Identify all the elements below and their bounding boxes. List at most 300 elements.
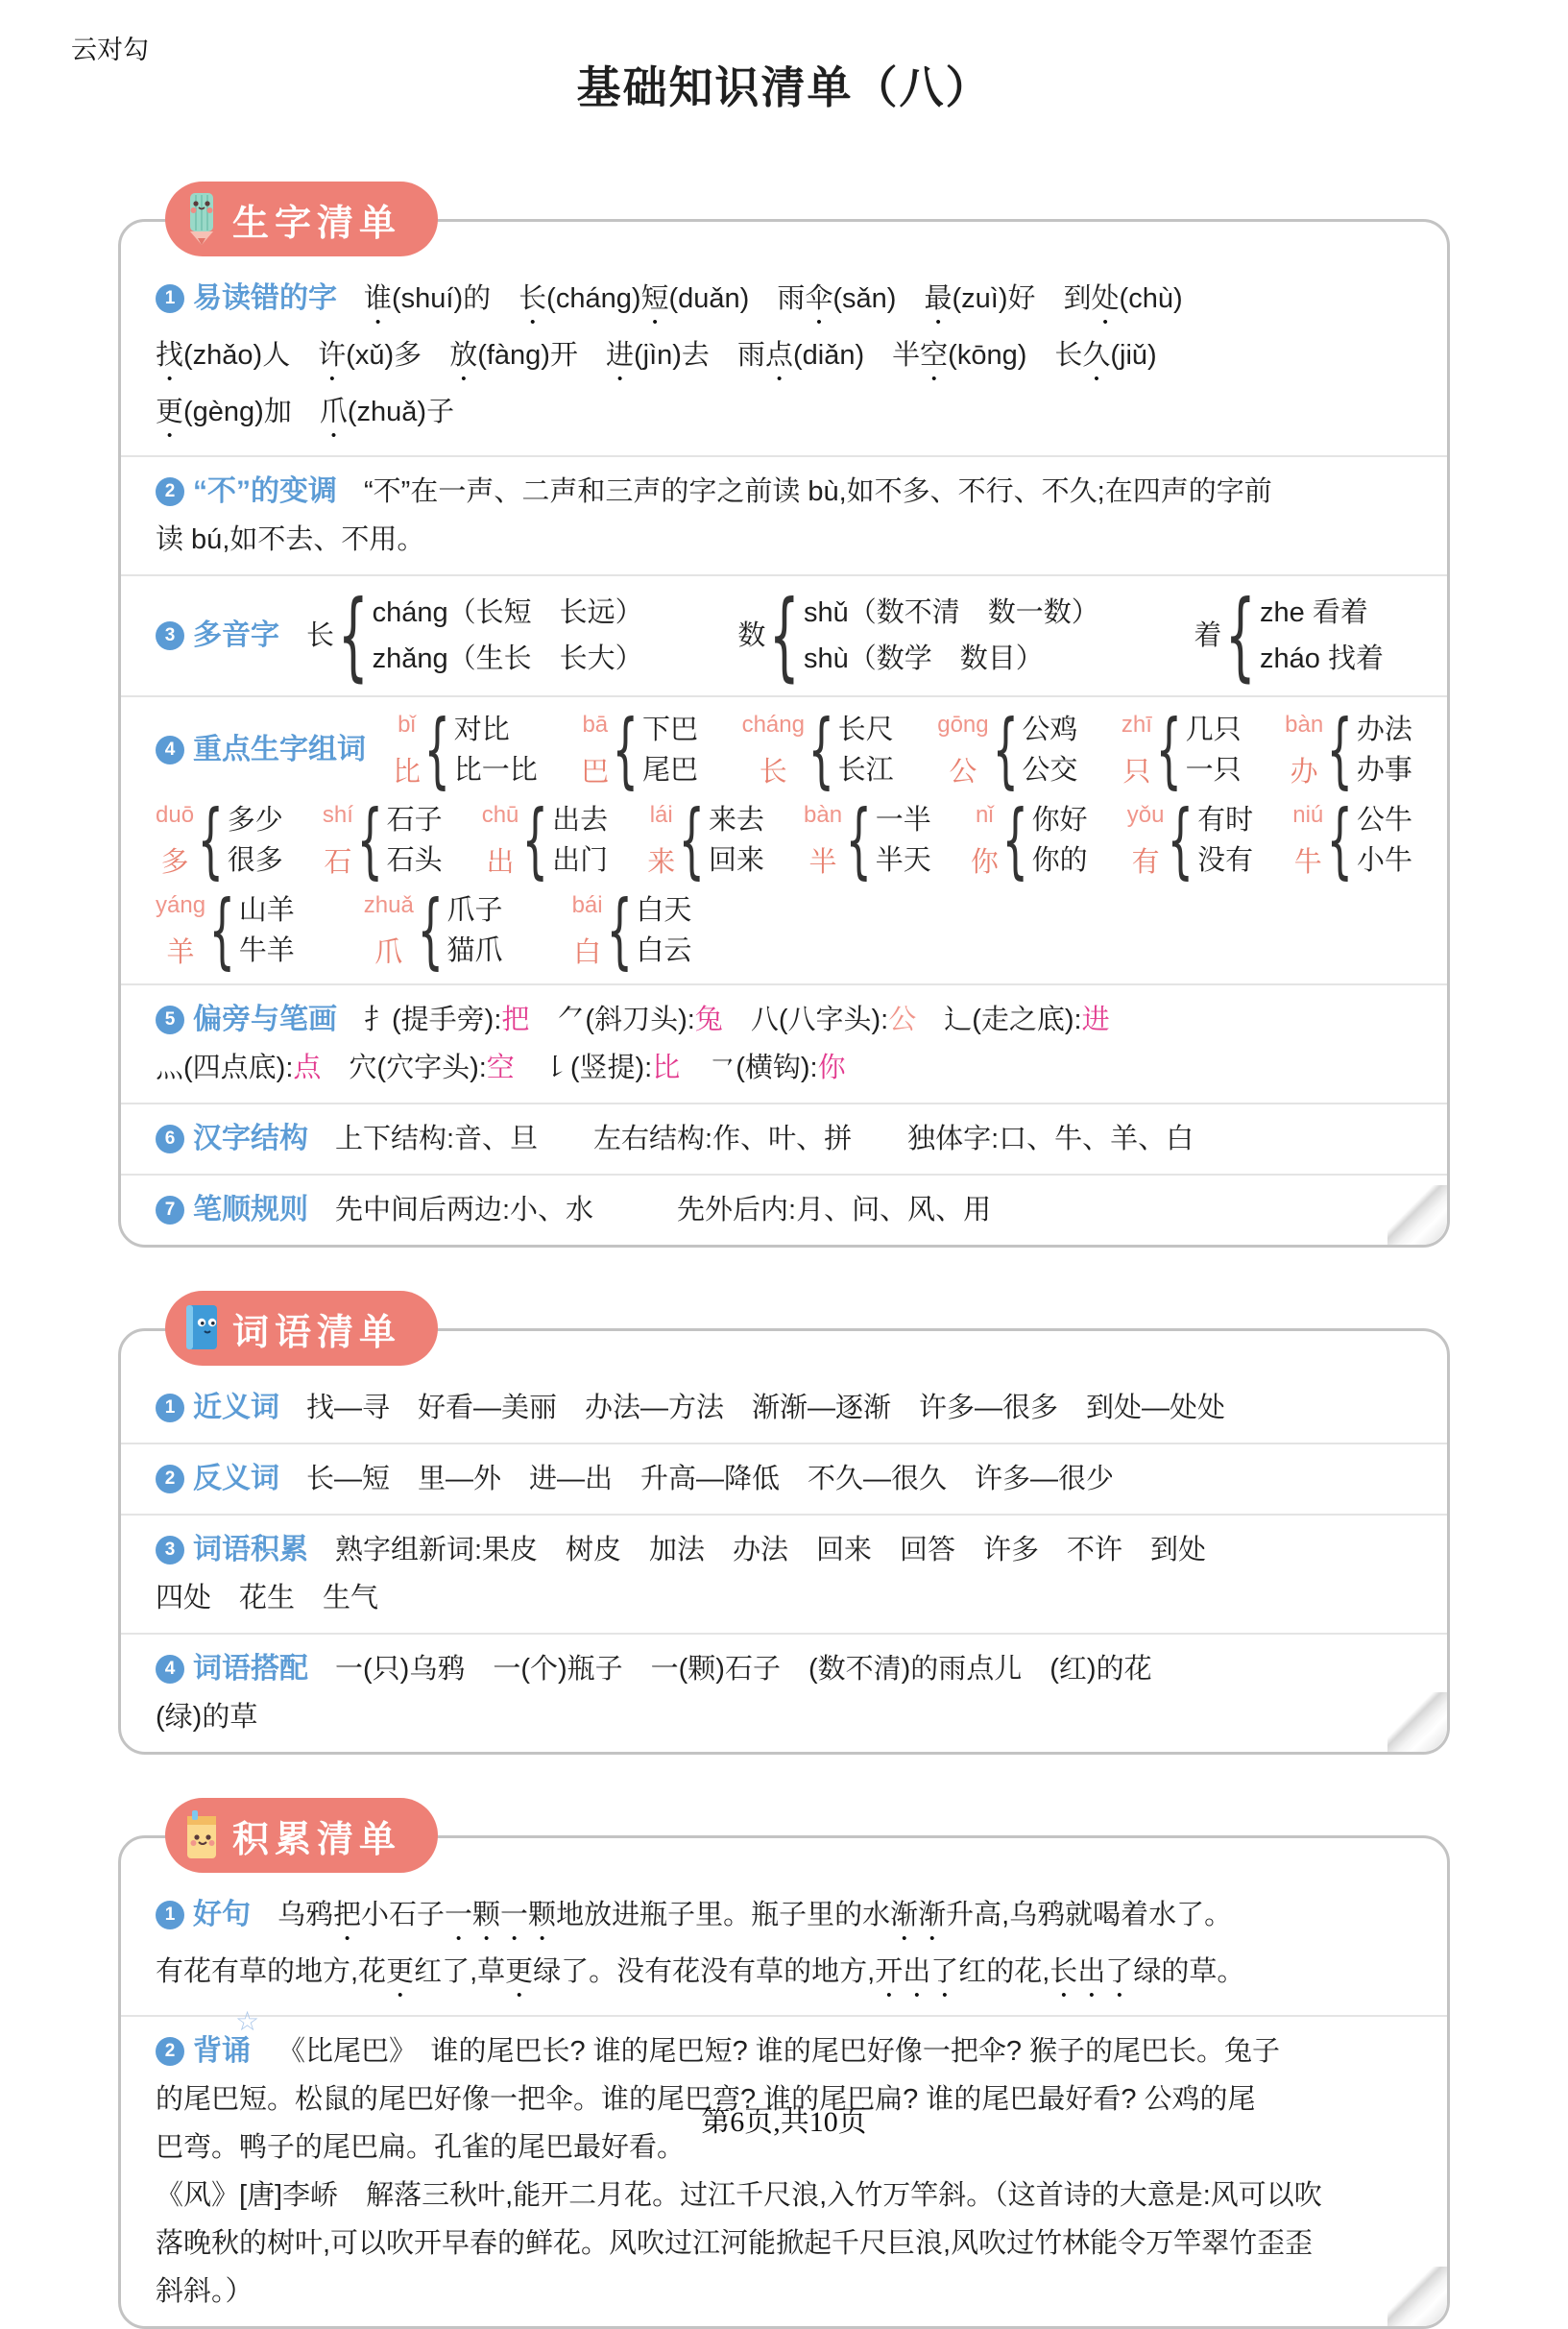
- brace-glyph: {: [337, 579, 369, 691]
- headword-char: 来: [647, 847, 676, 878]
- reading-top: cháng（长短 长远）: [372, 597, 643, 628]
- headword-char: 白: [573, 937, 602, 968]
- pinyin-label: bàn: [1285, 712, 1324, 738]
- word-bottom: 石头: [386, 845, 443, 876]
- brace-glyph: {: [417, 883, 444, 979]
- item-number: 3: [156, 1536, 184, 1565]
- zuci-group: [1126, 792, 1254, 888]
- headword-char: 半: [808, 847, 837, 878]
- item-text: [156, 1045, 1412, 1091]
- brace-glyph: {: [1326, 702, 1354, 798]
- text-token: 长: [1054, 340, 1083, 371]
- text-token: 的尾巴短。松鼠的尾巴好像一把伞。谁的尾巴弯? 谁的尾巴扁? 谁的尾巴最好看? 公鸡的尾: [156, 2084, 1256, 2115]
- brace-glyph: {: [678, 792, 706, 888]
- word-bottom: 办事: [1356, 755, 1412, 786]
- text-token: (zuì)好: [952, 283, 1064, 314]
- zuci-pinyin-char: [581, 711, 609, 789]
- brace-glyph: {: [1326, 792, 1354, 888]
- list-item: [121, 1514, 1447, 1633]
- item-number: 2: [156, 477, 184, 506]
- text-token: 红的花,: [958, 1956, 1050, 1987]
- item-text: [156, 2268, 1412, 2315]
- text-token: “不”在一声、二声和三声的字之前读 bù,如不多、不行、不久;在四声的字前: [364, 476, 1272, 507]
- item-first-line: [156, 2028, 1412, 2074]
- item-text: [364, 997, 1412, 1043]
- zuci-pinyin-char: [393, 711, 421, 789]
- headword-char: 长: [759, 757, 787, 788]
- zuci-words: [1357, 710, 1412, 790]
- text-token: 灬(四点底):: [156, 1053, 294, 1083]
- text-token: 空: [920, 340, 949, 371]
- item-text: [156, 1949, 1412, 2003]
- zuci-pinyin-char: [1285, 711, 1323, 789]
- item-label: 背诵: [193, 2035, 251, 2067]
- list-item: [121, 983, 1447, 1103]
- word-top: 办法: [1356, 715, 1412, 745]
- text-token: 读 bú,如不去、不用。: [156, 524, 425, 555]
- text-token: 找: [156, 340, 184, 371]
- text-token: 绿了。没有花没有草的地方,: [533, 1956, 876, 1987]
- section-badge-label: 积累清单: [232, 1819, 402, 1860]
- word-bottom: 没有: [1197, 845, 1254, 876]
- item-label: 近义词: [193, 1392, 279, 1423]
- text-token: 升高,乌鸦就喝着水了。: [946, 1900, 1233, 1930]
- item-text: [335, 1646, 1412, 1692]
- headword-char: 你: [970, 847, 999, 878]
- star-icon: ☆: [235, 2006, 260, 2036]
- zuci-words: [709, 800, 764, 881]
- section-badge: [165, 1291, 438, 1366]
- text-token: (diǎn): [792, 340, 893, 371]
- item-first-line: [156, 1456, 1412, 1502]
- zuci-group: [1292, 792, 1412, 888]
- word-top: 石子: [386, 805, 443, 836]
- word-top: 公鸡: [1022, 715, 1078, 745]
- pinyin-label: bàn: [804, 802, 843, 828]
- zuci-group: [322, 792, 443, 888]
- watermark: 云对勾: [71, 36, 149, 64]
- word-top: 白天: [636, 895, 692, 926]
- item-first-line: [156, 1646, 1412, 1692]
- word-top: 公牛: [1356, 805, 1412, 836]
- text-token: (zhuǎ)子: [347, 397, 455, 427]
- text-token: [916, 1005, 944, 1035]
- text-token: 红了,草: [414, 1956, 506, 1987]
- pinyin-label: duō: [156, 802, 195, 828]
- zuci-pinyin-char: [937, 711, 988, 789]
- word-top: 来去: [708, 805, 764, 836]
- text-token: ⺈(斜刀头):: [557, 1005, 695, 1035]
- item-first-line: [156, 469, 1412, 515]
- item-text: [335, 1187, 1412, 1233]
- duoyin-group: [306, 579, 643, 691]
- zuci-words: [876, 800, 931, 881]
- headword-char: 巴: [581, 757, 610, 788]
- duoyin-char: 着: [1194, 620, 1222, 651]
- item-text: [156, 1575, 1412, 1621]
- text-token: [680, 1053, 708, 1083]
- text-token: 巴弯。鸭子的尾巴扁。孔雀的尾巴最好看。: [156, 2132, 686, 2163]
- headword-char: 牛: [1293, 847, 1322, 878]
- text-token: ㇙(竖提):: [542, 1053, 653, 1083]
- zuci-group: [970, 792, 1088, 888]
- word-bottom: 小牛: [1356, 845, 1412, 876]
- zuci-words: [387, 800, 443, 881]
- word-bottom: 尾巴: [642, 755, 699, 786]
- brace-glyph: {: [769, 579, 801, 691]
- word-top: 出去: [552, 805, 609, 836]
- text-token: 爪: [319, 397, 348, 427]
- brace-glyph: {: [992, 702, 1019, 798]
- reading-bottom: shù（数学 数目）: [803, 643, 1044, 674]
- item-text: [156, 1694, 1412, 1740]
- headword-char: 爪: [374, 937, 403, 968]
- brace-glyph: {: [197, 792, 225, 888]
- headword-char: 办: [1290, 757, 1318, 788]
- zuci-pinyin-char: [742, 711, 805, 789]
- zuci-pinyin-char: [572, 891, 603, 970]
- item-first-line: [156, 1527, 1412, 1573]
- zuci-row: [156, 883, 1412, 979]
- zuci-group: [393, 702, 538, 798]
- brace-glyph: {: [808, 702, 834, 798]
- item-first-line: [156, 997, 1412, 1043]
- text-token: 更: [505, 1956, 534, 1987]
- word-top: 多少: [227, 805, 283, 836]
- pinyin-label: niú: [1292, 802, 1324, 828]
- text-token: 处: [1091, 283, 1120, 314]
- text-token: 更: [386, 1956, 415, 1987]
- zuci-words: [1197, 800, 1253, 881]
- section-badge-label: 词语清单: [232, 1312, 402, 1353]
- pinyin-label: nǐ: [976, 802, 994, 828]
- text-token: (fàng)开: [477, 340, 606, 371]
- zuci-group: [156, 792, 283, 888]
- duoyin-readings: [804, 590, 1099, 682]
- text-token: 上下结构:音、旦 左右结构:作、叶、拼 独体字:口、牛、羊、白: [335, 1124, 1194, 1154]
- zuci-words: [1022, 710, 1077, 790]
- text-token: 伞: [805, 283, 833, 314]
- zuci-words: [239, 890, 295, 971]
- item-first-line: [156, 702, 1412, 798]
- section-badge: [165, 182, 438, 256]
- text-token: 到: [1063, 283, 1092, 314]
- zuci-pinyin-char: [482, 801, 519, 880]
- text-token: (xǔ)多: [346, 340, 450, 371]
- item-text: [156, 2220, 1412, 2267]
- text-token: 扌(提手旁):: [364, 1005, 502, 1035]
- word-bottom: 很多: [227, 845, 283, 876]
- word-top: 你好: [1031, 805, 1088, 836]
- pinyin-label: zhuǎ: [363, 892, 414, 918]
- text-token: (jiǔ): [1110, 340, 1157, 371]
- zuci-group: [1285, 702, 1412, 798]
- item-number: 6: [156, 1125, 184, 1153]
- book-icon: [181, 1301, 223, 1355]
- list-item: [121, 2015, 1447, 2326]
- zuci-pinyin-char: [364, 891, 414, 970]
- zuci-row: [156, 792, 1412, 888]
- page-curl-decoration: [1387, 2267, 1447, 2326]
- zuci-pinyin-char: [156, 801, 194, 880]
- zuci-words: [1357, 800, 1412, 881]
- zuci-words: [447, 890, 503, 971]
- word-top: 山羊: [238, 895, 295, 926]
- zuci-words: [552, 800, 608, 881]
- page-curl-decoration: [1387, 1692, 1447, 1752]
- list-item: [121, 1174, 1447, 1245]
- text-token: 你: [817, 1053, 846, 1083]
- zuci-group: [481, 792, 609, 888]
- zuci-group: [937, 702, 1078, 798]
- text-token: 辶(走之底):: [944, 1005, 1082, 1035]
- headword-char: 比: [393, 757, 422, 788]
- pinyin-label: lái: [649, 802, 673, 828]
- word-top: 几只: [1185, 715, 1242, 745]
- item-label: 笔顺规则: [193, 1194, 308, 1225]
- text-token: 半: [892, 340, 921, 371]
- item-text: [156, 332, 1412, 387]
- text-token: 许: [318, 340, 347, 371]
- word-top: 长尺: [837, 715, 894, 745]
- list-item: [121, 695, 1447, 983]
- text-token: 放: [449, 340, 478, 371]
- word-bottom: 出门: [552, 845, 609, 876]
- word-bottom: 公交: [1022, 755, 1078, 786]
- headword-char: 公: [949, 757, 977, 788]
- text-token: (sǎn): [832, 283, 925, 314]
- reading-top: zhe 看着: [1260, 597, 1368, 628]
- brace-glyph: {: [1225, 579, 1257, 691]
- zuci-group: [741, 702, 894, 798]
- text-token: [321, 1053, 349, 1083]
- zuci-pinyin-char: [323, 801, 353, 880]
- zuci-group: [571, 883, 692, 979]
- brace-glyph: {: [612, 702, 639, 798]
- text-token: 熟字组新词:果皮 树皮 加法 办法 回来 回答 许多 不许 到处: [335, 1535, 1207, 1565]
- pinyin-label: zhī: [1121, 712, 1152, 738]
- duoyin-readings: [373, 590, 643, 682]
- word-bottom: 一只: [1185, 755, 1242, 786]
- zuci-words: [228, 800, 283, 881]
- word-bottom: 白云: [636, 935, 692, 966]
- reading-bottom: zháo 找着: [1260, 643, 1384, 674]
- word-top: 有时: [1197, 805, 1254, 836]
- text-token: 进: [1081, 1005, 1110, 1035]
- cards: [0, 134, 1568, 2329]
- item-text: [335, 1116, 1412, 1162]
- text-token: 一颗一颗: [445, 1900, 557, 1930]
- text-token: 先中间后两边:小、水 先外后内:月、问、风、用: [335, 1195, 992, 1225]
- item-label: 好句: [193, 1899, 251, 1930]
- zuci-words: [1032, 800, 1088, 881]
- word-top: 爪子: [446, 895, 503, 926]
- list-item: [121, 574, 1447, 695]
- item-number: 3: [156, 621, 184, 650]
- section-badge: [165, 1798, 438, 1873]
- section-card: [118, 203, 1450, 1248]
- text-token: (chù): [1119, 283, 1183, 314]
- item-label: 词语积累: [193, 1534, 308, 1565]
- brace-glyph: {: [1001, 792, 1028, 888]
- zuci-group: [156, 883, 295, 979]
- text-token: 空: [486, 1053, 515, 1083]
- duoyin-readings: [1260, 590, 1384, 682]
- text-token: 地放进瓶子里。瓶子里的水: [556, 1900, 891, 1930]
- item-number: 1: [156, 1901, 184, 1929]
- item-number: 4: [156, 1655, 184, 1684]
- zuci-pinyin-char: [647, 801, 675, 880]
- item-number: 7: [156, 1196, 184, 1225]
- word-bottom: 长江: [837, 755, 894, 786]
- text-token: 兔: [694, 1005, 723, 1035]
- brace-glyph: {: [1155, 702, 1182, 798]
- text-token: 进: [605, 340, 634, 371]
- zuci-pinyin-char: [1127, 801, 1165, 880]
- headword-char: 出: [486, 847, 515, 878]
- reading-top: shǔ（数不清 数一数）: [803, 597, 1099, 628]
- text-token: 八(八字头):: [750, 1005, 889, 1035]
- text-token: (duǎn): [668, 283, 778, 314]
- section-card: [118, 1819, 1450, 2329]
- zuci-row: [393, 702, 1412, 798]
- text-token: 点: [293, 1053, 322, 1083]
- brace-glyph: {: [356, 792, 383, 888]
- item-label: 反义词: [193, 1463, 279, 1494]
- word-top: 对比: [453, 715, 510, 745]
- text-token: (jìn)去: [633, 340, 737, 371]
- zuci-pinyin-char: [156, 891, 205, 970]
- item-text: [277, 1892, 1412, 1947]
- item-number: 4: [156, 736, 184, 764]
- pinyin-label: gōng: [937, 712, 989, 738]
- word-bottom: 牛羊: [238, 935, 295, 966]
- item-first-line: [156, 1892, 1412, 1947]
- duoyin-char: 数: [737, 620, 766, 651]
- item-label: 汉字结构: [193, 1123, 308, 1154]
- headword-char: 有: [1131, 847, 1160, 878]
- item-number: 5: [156, 1006, 184, 1034]
- brace-glyph: {: [1168, 792, 1194, 888]
- pinyin-label: yǒu: [1126, 802, 1165, 828]
- headword-char: 只: [1122, 757, 1151, 788]
- text-token: 长—短 里—外 进—出 升高—降低 不久—很久 许多—很少: [306, 1464, 1115, 1494]
- list-item: [121, 1103, 1447, 1174]
- text-token: 更: [156, 397, 184, 427]
- item-first-line: [156, 1187, 1412, 1233]
- text-token: 公: [888, 1005, 917, 1035]
- word-bottom: 比一比: [453, 755, 538, 786]
- text-token: 穴(穴字头):: [349, 1053, 487, 1083]
- pinyin-label: cháng: [741, 712, 805, 738]
- brace-glyph: {: [606, 883, 633, 979]
- text-token: 比: [652, 1053, 681, 1083]
- text-token: 久: [1082, 340, 1111, 371]
- zuci-words: [454, 710, 538, 790]
- text-token: 四处 花生 生气: [156, 1583, 379, 1613]
- headword-char: 多: [160, 847, 189, 878]
- text-token: 找—寻 好看—美丽 办法—方法 渐渐—逐渐 许多—很多 到处—处处: [306, 1393, 1226, 1423]
- brace-glyph: {: [423, 702, 451, 798]
- brace-glyph: {: [522, 792, 549, 888]
- list-item: [121, 455, 1447, 574]
- brace-glyph: {: [845, 792, 873, 888]
- text-token: ㇖(横钩):: [708, 1053, 818, 1083]
- section-card: [118, 1312, 1450, 1755]
- reading-bottom: zhǎng（生长 长大）: [372, 643, 643, 674]
- list-item: [121, 1633, 1447, 1752]
- item-first-line: [156, 1116, 1412, 1162]
- item-text: [277, 2028, 1412, 2074]
- text-token: 点: [764, 340, 793, 371]
- item-label: 偏旁与笔画: [193, 1004, 337, 1035]
- zuci-group: [581, 702, 699, 798]
- text-token: 最: [924, 283, 953, 314]
- section-badge-label: 生字清单: [232, 203, 402, 244]
- headword-char: 羊: [166, 937, 195, 968]
- item-text: [156, 389, 1412, 444]
- word-bottom: 你的: [1031, 845, 1088, 876]
- text-token: 雨: [777, 283, 806, 314]
- text-token: 短: [640, 283, 669, 314]
- pencil-icon: [181, 192, 223, 246]
- text-token: 绿的草。: [1133, 1956, 1245, 1987]
- item-label: 易读错的字: [193, 282, 337, 314]
- pinyin-label: bā: [582, 712, 609, 738]
- text-token: 开出了: [875, 1956, 959, 1987]
- item-number: 1: [156, 1394, 184, 1422]
- word-top: 一半: [875, 805, 931, 836]
- zuci-pinyin-char: [804, 801, 842, 880]
- text-token: 渐渐: [890, 1900, 947, 1930]
- text-token: 乌鸦: [277, 1900, 334, 1930]
- pinyin-label: chū: [481, 802, 519, 828]
- word-bottom: 半天: [875, 845, 931, 876]
- duoyin-groups: [306, 579, 1412, 691]
- item-number: 2: [156, 2037, 184, 2066]
- text-token: 雨: [736, 340, 765, 371]
- item-first-line: [156, 276, 1412, 330]
- page-curl-decoration: [1387, 1185, 1447, 1245]
- item-text: [364, 469, 1412, 515]
- text-token: 小石子: [361, 1900, 446, 1930]
- text-token: 谁: [364, 283, 393, 314]
- text-token: 有花有草的地方,花: [156, 1956, 387, 1987]
- item-number: 1: [156, 284, 184, 313]
- list-item: [121, 1880, 1447, 2015]
- pinyin-label: bǐ: [398, 712, 416, 738]
- text-token: (gèng)加: [183, 397, 320, 427]
- item-label: “不”的变调: [193, 475, 337, 507]
- item-text: [156, 517, 1412, 563]
- word-bottom: 回来: [708, 845, 764, 876]
- text-token: (kōng): [948, 340, 1055, 371]
- item-label: 重点生字组词: [193, 734, 366, 765]
- zuci-words: [838, 710, 894, 790]
- text-token: 斜斜。）: [156, 2276, 253, 2307]
- duoyin-group: [1194, 579, 1384, 691]
- item-text: [306, 1456, 1412, 1502]
- notepad-icon: [181, 1808, 223, 1862]
- item-text: [156, 2172, 1412, 2219]
- headword-char: 石: [324, 847, 352, 878]
- text-token: [723, 1005, 751, 1035]
- zuci-pinyin-char: [971, 801, 999, 880]
- text-token: [515, 1053, 543, 1083]
- item-text: [335, 1527, 1412, 1573]
- page-title: 基础知识清单（八）: [576, 62, 992, 112]
- text-token: 《风》[唐]李峤 解落三秋叶,能开二月花。过江千尺浪,入竹万竿斜。（这首诗的大意是:风可以吹: [156, 2180, 1322, 2211]
